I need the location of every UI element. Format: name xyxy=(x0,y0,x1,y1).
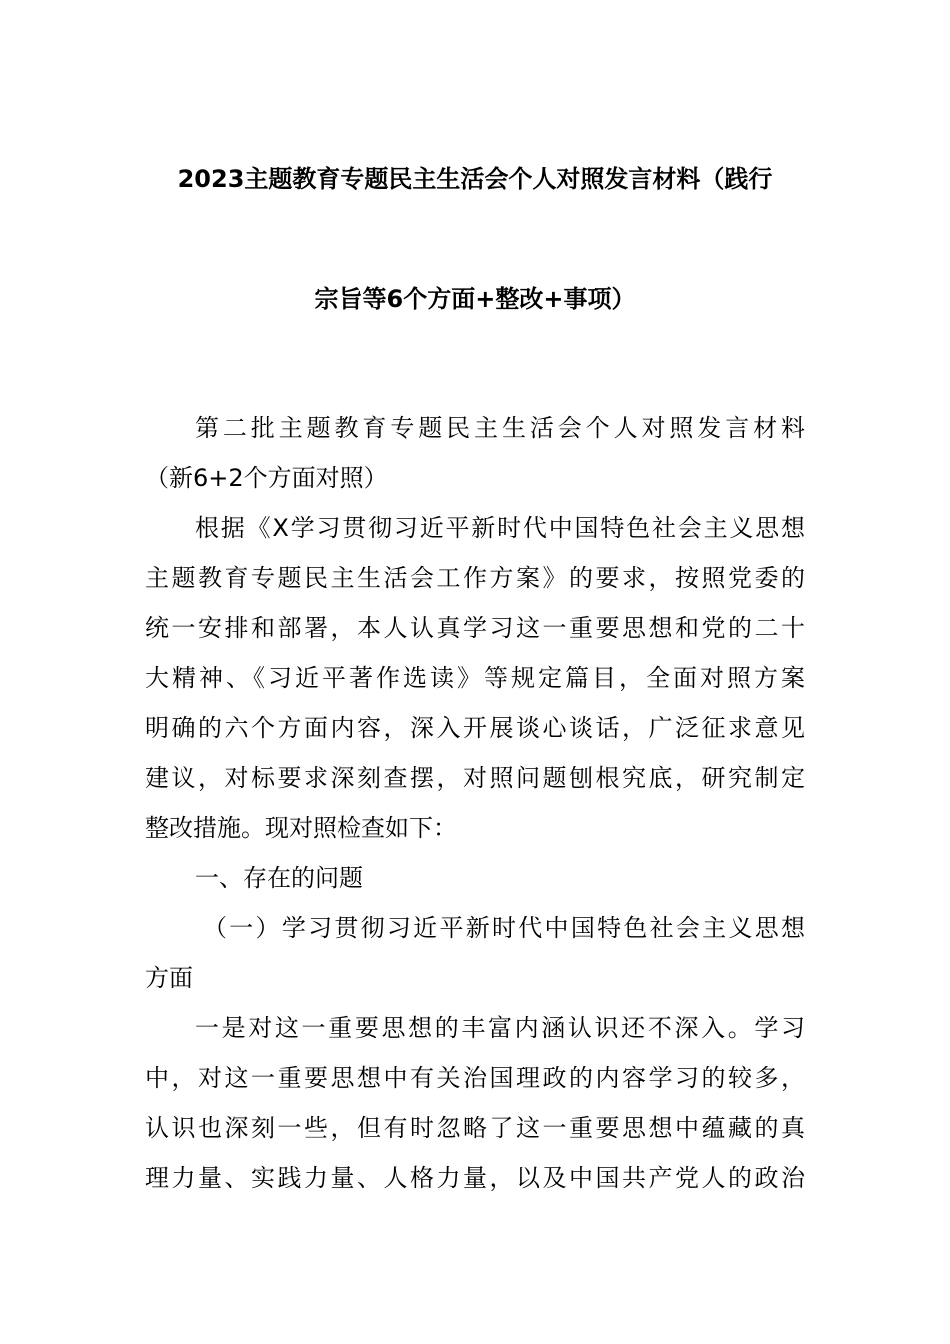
body-line: 理力量、实践力量、人格力量，以及中国共产党人的政治 xyxy=(145,1164,805,1192)
body-line: 中，对这一重要思想中有关治国理政的内容学习的较多， xyxy=(145,1064,805,1092)
body-line: 统一安排和部署，本人认真学习这一重要思想和党的二十 xyxy=(145,614,805,642)
body-line: 根据《X学习贯彻习近平新时代中国特色社会主义思想 xyxy=(195,514,805,542)
body-line: 一是对这一重要思想的丰富内涵认识还不深入。学习 xyxy=(195,1014,805,1042)
section-heading: 一、存在的问题 xyxy=(195,864,363,892)
body-line: 大精神、《习近平著作选读》等规定篇目，全面对照方案 xyxy=(145,664,805,692)
document-title-line-1: 2023主题教育专题民主生活会个人对照发言材料（践行 xyxy=(177,165,773,193)
subsection-heading: （一）学习贯彻习近平新时代中国特色社会主义思想 xyxy=(203,914,805,942)
body-line: 整改措施。现对照检查如下： xyxy=(145,814,457,842)
body-line: 方面 xyxy=(145,964,193,992)
body-line: 第二批主题教育专题民主生活会个人对照发言材料 xyxy=(195,414,805,442)
body-line: 明确的六个方面内容，深入开展谈心谈话，广泛征求意见 xyxy=(145,714,805,742)
body-line: （新6+2个方面对照） xyxy=(145,464,388,492)
document-title-line-2: 宗旨等6个方面+整改+事项） xyxy=(314,285,636,313)
body-line: 认识也深刻一些，但有时忽略了这一重要思想中蕴藏的真 xyxy=(145,1114,805,1142)
body-line: 建议，对标要求深刻查摆，对照问题刨根究底，研究制定 xyxy=(145,764,805,792)
body-line: 主题教育专题民主生活会工作方案》的要求，按照党委的 xyxy=(145,564,805,592)
document-body xyxy=(145,403,805,1203)
